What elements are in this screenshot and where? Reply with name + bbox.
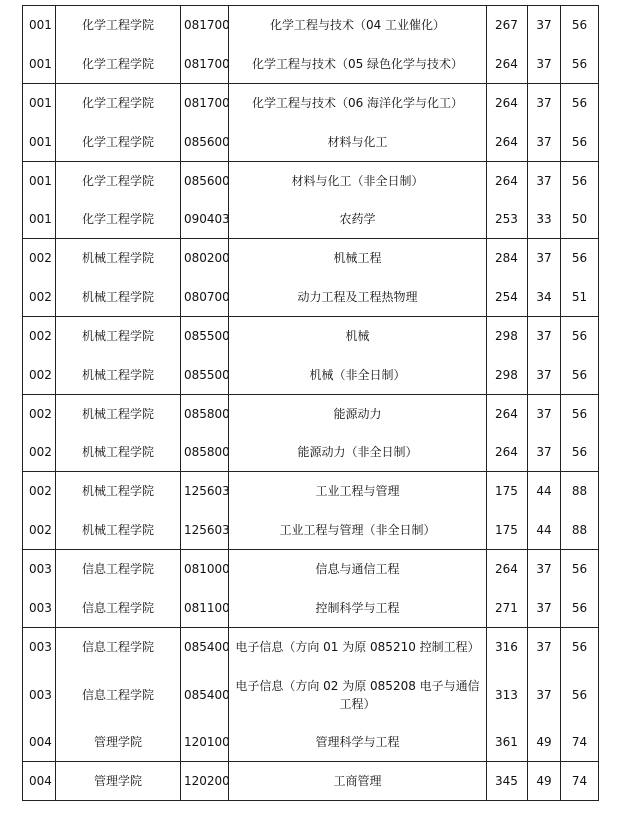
single-subject-score-a-cell: 37 bbox=[528, 395, 561, 434]
total-score-cell: 264 bbox=[487, 162, 528, 201]
single-subject-score-a-cell: 37 bbox=[528, 356, 561, 395]
single-subject-score-a-cell: 37 bbox=[528, 317, 561, 356]
college-code-cell: 001 bbox=[23, 123, 56, 162]
major-code-cell: 125603 bbox=[181, 472, 229, 511]
college-name-cell: 化学工程学院 bbox=[56, 201, 181, 239]
single-subject-score-b-cell: 56 bbox=[561, 356, 599, 395]
major-code-cell: 085500 bbox=[181, 317, 229, 356]
major-code-cell: 080700 bbox=[181, 278, 229, 317]
total-score-cell: 175 bbox=[487, 511, 528, 550]
single-subject-score-b-cell: 56 bbox=[561, 123, 599, 162]
college-code-cell: 002 bbox=[23, 317, 56, 356]
table-row bbox=[23, 317, 599, 356]
total-score-cell: 298 bbox=[487, 317, 528, 356]
single-subject-score-a-cell: 37 bbox=[528, 550, 561, 589]
major-code-cell: 085800 bbox=[181, 434, 229, 472]
single-subject-score-a-cell: 37 bbox=[528, 434, 561, 472]
college-code-cell: 004 bbox=[23, 724, 56, 762]
single-subject-score-b-cell: 51 bbox=[561, 278, 599, 317]
major-name-cell: 化学工程与技术（06 海洋化学与化工） bbox=[229, 84, 487, 123]
table-row bbox=[23, 45, 599, 84]
total-score-cell: 264 bbox=[487, 395, 528, 434]
college-code-cell: 003 bbox=[23, 589, 56, 628]
single-subject-score-b-cell: 56 bbox=[561, 317, 599, 356]
college-code-cell: 001 bbox=[23, 84, 56, 123]
college-code-cell: 003 bbox=[23, 550, 56, 589]
college-code-cell: 002 bbox=[23, 356, 56, 395]
major-name-cell: 动力工程及工程热物理 bbox=[229, 278, 487, 317]
major-name-cell: 材料与化工 bbox=[229, 123, 487, 162]
total-score-cell: 298 bbox=[487, 356, 528, 395]
college-name-cell: 信息工程学院 bbox=[56, 550, 181, 589]
major-name-cell: 控制科学与工程 bbox=[229, 589, 487, 628]
major-name-cell: 工业工程与管理（非全日制） bbox=[229, 511, 487, 550]
total-score-cell: 345 bbox=[487, 762, 528, 801]
single-subject-score-b-cell: 56 bbox=[561, 589, 599, 628]
major-name-cell: 化学工程与技术（05 绿色化学与技术） bbox=[229, 45, 487, 84]
table-row bbox=[23, 434, 599, 472]
major-name-cell: 工业工程与管理 bbox=[229, 472, 487, 511]
single-subject-score-b-cell: 56 bbox=[561, 239, 599, 278]
college-code-cell: 004 bbox=[23, 762, 56, 801]
table-row bbox=[23, 472, 599, 511]
college-name-cell: 机械工程学院 bbox=[56, 472, 181, 511]
table-row bbox=[23, 6, 599, 45]
college-name-cell: 信息工程学院 bbox=[56, 628, 181, 666]
major-name-cell: 农药学 bbox=[229, 201, 487, 239]
major-code-cell: 120200 bbox=[181, 762, 229, 801]
single-subject-score-b-cell: 74 bbox=[561, 724, 599, 762]
college-name-cell: 化学工程学院 bbox=[56, 84, 181, 123]
college-code-cell: 002 bbox=[23, 278, 56, 317]
college-code-cell: 002 bbox=[23, 239, 56, 278]
college-name-cell: 管理学院 bbox=[56, 762, 181, 801]
table-row bbox=[23, 628, 599, 666]
college-name-cell: 化学工程学院 bbox=[56, 45, 181, 84]
total-score-cell: 254 bbox=[487, 278, 528, 317]
college-code-cell: 003 bbox=[23, 666, 56, 724]
single-subject-score-a-cell: 37 bbox=[528, 666, 561, 724]
major-code-cell: 085400 bbox=[181, 666, 229, 724]
major-name-cell: 工商管理 bbox=[229, 762, 487, 801]
single-subject-score-a-cell: 44 bbox=[528, 511, 561, 550]
single-subject-score-a-cell: 34 bbox=[528, 278, 561, 317]
major-name-cell: 能源动力（非全日制） bbox=[229, 434, 487, 472]
major-name-cell: 管理科学与工程 bbox=[229, 724, 487, 762]
major-code-cell: 085800 bbox=[181, 395, 229, 434]
single-subject-score-a-cell: 44 bbox=[528, 472, 561, 511]
college-code-cell: 001 bbox=[23, 201, 56, 239]
total-score-cell: 264 bbox=[487, 84, 528, 123]
major-name-cell: 信息与通信工程 bbox=[229, 550, 487, 589]
college-name-cell: 化学工程学院 bbox=[56, 123, 181, 162]
single-subject-score-b-cell: 56 bbox=[561, 666, 599, 724]
major-code-cell: 085600 bbox=[181, 162, 229, 201]
single-subject-score-b-cell: 56 bbox=[561, 6, 599, 45]
college-name-cell: 机械工程学院 bbox=[56, 511, 181, 550]
table-row bbox=[23, 162, 599, 201]
total-score-cell: 361 bbox=[487, 724, 528, 762]
total-score-cell: 313 bbox=[487, 666, 528, 724]
major-name-cell: 机械工程 bbox=[229, 239, 487, 278]
college-code-cell: 001 bbox=[23, 45, 56, 84]
single-subject-score-b-cell: 56 bbox=[561, 395, 599, 434]
total-score-cell: 264 bbox=[487, 550, 528, 589]
table-row bbox=[23, 239, 599, 278]
table-row bbox=[23, 278, 599, 317]
college-code-cell: 002 bbox=[23, 472, 56, 511]
college-code-cell: 002 bbox=[23, 434, 56, 472]
table-row bbox=[23, 724, 599, 762]
single-subject-score-b-cell: 88 bbox=[561, 472, 599, 511]
total-score-cell: 253 bbox=[487, 201, 528, 239]
college-name-cell: 信息工程学院 bbox=[56, 589, 181, 628]
table-row bbox=[23, 666, 599, 724]
major-code-cell: 120100 bbox=[181, 724, 229, 762]
table-row bbox=[23, 589, 599, 628]
college-name-cell: 机械工程学院 bbox=[56, 317, 181, 356]
major-code-cell: 081100 bbox=[181, 589, 229, 628]
single-subject-score-b-cell: 56 bbox=[561, 628, 599, 666]
college-name-cell: 化学工程学院 bbox=[56, 162, 181, 201]
table-row bbox=[23, 550, 599, 589]
single-subject-score-a-cell: 37 bbox=[528, 239, 561, 278]
major-code-cell: 081700 bbox=[181, 6, 229, 45]
major-code-cell: 085400 bbox=[181, 628, 229, 666]
single-subject-score-a-cell: 37 bbox=[528, 45, 561, 84]
major-code-cell: 090403 bbox=[181, 201, 229, 239]
score-table bbox=[22, 5, 599, 801]
college-name-cell: 信息工程学院 bbox=[56, 666, 181, 724]
single-subject-score-a-cell: 37 bbox=[528, 6, 561, 45]
total-score-cell: 264 bbox=[487, 434, 528, 472]
table-row bbox=[23, 123, 599, 162]
major-name-cell: 机械（非全日制） bbox=[229, 356, 487, 395]
total-score-cell: 284 bbox=[487, 239, 528, 278]
table-row bbox=[23, 84, 599, 123]
single-subject-score-a-cell: 37 bbox=[528, 162, 561, 201]
single-subject-score-a-cell: 37 bbox=[528, 123, 561, 162]
single-subject-score-b-cell: 56 bbox=[561, 45, 599, 84]
total-score-cell: 264 bbox=[487, 123, 528, 162]
major-name-cell: 机械 bbox=[229, 317, 487, 356]
total-score-cell: 264 bbox=[487, 45, 528, 84]
table-row bbox=[23, 511, 599, 550]
single-subject-score-b-cell: 50 bbox=[561, 201, 599, 239]
major-name-cell: 材料与化工（非全日制） bbox=[229, 162, 487, 201]
major-code-cell: 081700 bbox=[181, 84, 229, 123]
college-name-cell: 管理学院 bbox=[56, 724, 181, 762]
college-name-cell: 机械工程学院 bbox=[56, 356, 181, 395]
college-name-cell: 机械工程学院 bbox=[56, 434, 181, 472]
table-row bbox=[23, 201, 599, 239]
single-subject-score-a-cell: 49 bbox=[528, 762, 561, 801]
college-code-cell: 001 bbox=[23, 6, 56, 45]
single-subject-score-b-cell: 56 bbox=[561, 550, 599, 589]
major-code-cell: 125603 bbox=[181, 511, 229, 550]
major-name-cell: 电子信息（方向 01 为原 085210 控制工程） bbox=[229, 628, 487, 666]
college-name-cell: 化学工程学院 bbox=[56, 6, 181, 45]
total-score-cell: 175 bbox=[487, 472, 528, 511]
major-name-cell: 化学工程与技术（04 工业催化） bbox=[229, 6, 487, 45]
single-subject-score-b-cell: 88 bbox=[561, 511, 599, 550]
table-row bbox=[23, 762, 599, 801]
single-subject-score-b-cell: 56 bbox=[561, 434, 599, 472]
total-score-cell: 267 bbox=[487, 6, 528, 45]
single-subject-score-a-cell: 37 bbox=[528, 84, 561, 123]
single-subject-score-a-cell: 49 bbox=[528, 724, 561, 762]
table-row bbox=[23, 356, 599, 395]
college-code-cell: 002 bbox=[23, 395, 56, 434]
table-row bbox=[23, 395, 599, 434]
major-code-cell: 081000 bbox=[181, 550, 229, 589]
college-name-cell: 机械工程学院 bbox=[56, 278, 181, 317]
single-subject-score-a-cell: 37 bbox=[528, 628, 561, 666]
single-subject-score-b-cell: 56 bbox=[561, 162, 599, 201]
single-subject-score-b-cell: 74 bbox=[561, 762, 599, 801]
single-subject-score-a-cell: 37 bbox=[528, 589, 561, 628]
total-score-cell: 271 bbox=[487, 589, 528, 628]
college-name-cell: 机械工程学院 bbox=[56, 239, 181, 278]
major-code-cell: 085500 bbox=[181, 356, 229, 395]
major-name-cell: 电子信息（方向 02 为原 085208 电子与通信工程） bbox=[229, 666, 487, 724]
single-subject-score-b-cell: 56 bbox=[561, 84, 599, 123]
college-code-cell: 002 bbox=[23, 511, 56, 550]
major-code-cell: 085600 bbox=[181, 123, 229, 162]
major-code-cell: 080200 bbox=[181, 239, 229, 278]
college-name-cell: 机械工程学院 bbox=[56, 395, 181, 434]
major-code-cell: 081700 bbox=[181, 45, 229, 84]
college-code-cell: 001 bbox=[23, 162, 56, 201]
total-score-cell: 316 bbox=[487, 628, 528, 666]
single-subject-score-a-cell: 33 bbox=[528, 201, 561, 239]
college-code-cell: 003 bbox=[23, 628, 56, 666]
major-name-cell: 能源动力 bbox=[229, 395, 487, 434]
